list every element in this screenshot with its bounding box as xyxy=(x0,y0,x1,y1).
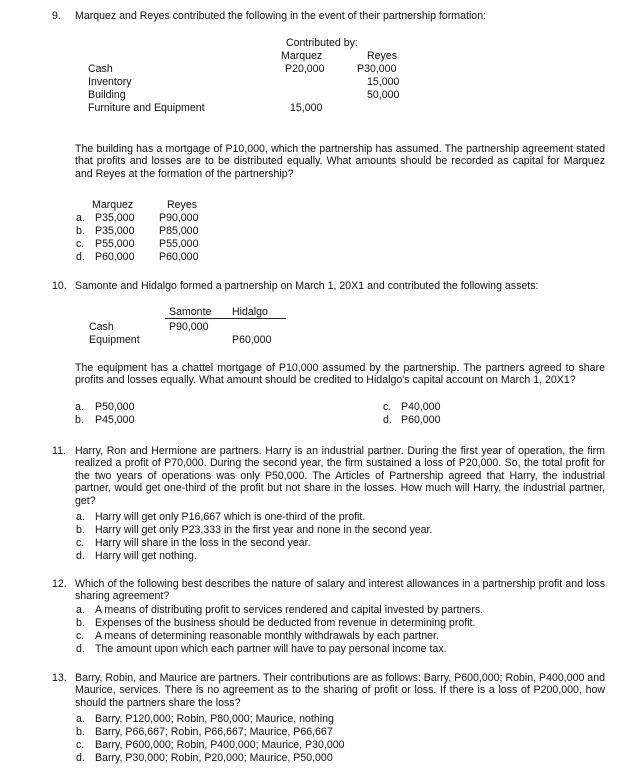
option-reyes: P90,000 xyxy=(159,212,199,224)
option-text: Harry will get only P23,333 in the first year and none in the second year. xyxy=(95,524,433,536)
row-label: Inventory xyxy=(88,76,132,88)
option-text: Harry will get only P16,667 which is one-third of the profit. xyxy=(95,511,366,523)
marquez-value: P20,000 xyxy=(285,63,325,75)
row-label: Cash xyxy=(89,321,114,333)
option-letter: b. xyxy=(76,225,85,237)
col-reyes-header: Reyes xyxy=(367,50,398,62)
option-text: Harry will get nothing. xyxy=(95,550,197,562)
option-text: Expenses of the business should be deducted from revenue in determining profit. xyxy=(95,617,476,629)
option-text: Harry will share in the loss in the second year. xyxy=(95,537,311,549)
row-label: Building xyxy=(88,89,126,101)
option-letter: d. xyxy=(76,752,85,764)
option-letter: a. xyxy=(76,713,85,725)
option-letter: d. xyxy=(76,643,85,655)
option-text: The amount upon which each partner will have to pay personal income tax. xyxy=(95,643,447,655)
question-number: 10. xyxy=(52,280,67,292)
option-text: P45,000 xyxy=(95,414,135,426)
row-label: Equipment xyxy=(89,334,140,346)
question-paragraph: Harry, Ron and Hermione are partners. Harry is an industrial partner. During the first year of operation, the firm realized a profit of P70,000. During the second year, the firm sustained a loss of P20,000. So, the total profit for the two years of operations was only P50,000. The Articles of Partnership agreed that Harry, the industrial partner, would get one-third of the profit but not share in the losses. How much will Harry, the industrial partner, get? xyxy=(75,445,605,507)
option-reyes: P55,000 xyxy=(159,238,199,250)
contributed-by-heading: Contributed by: xyxy=(286,37,358,49)
option-text: A means of determining reasonable monthly withdrawals by each partner. xyxy=(95,630,439,642)
option-letter: a. xyxy=(75,401,84,413)
option-letter: a. xyxy=(76,604,85,616)
option-text: P40,000 xyxy=(401,401,441,413)
reyes-value: P30,000 xyxy=(357,63,397,75)
option-text: P50,000 xyxy=(95,401,135,413)
option-letter: c. xyxy=(76,739,85,751)
question-stem: Samonte and Hidalgo formed a partnership on March 1, 20X1 and contributed the following assets: xyxy=(75,280,539,292)
question-stem: Marquez and Reyes contributed the following in the event of their partnership formation: xyxy=(75,10,487,22)
question-number: 9. xyxy=(52,10,61,22)
option-letter: b. xyxy=(76,726,85,738)
row-label: Cash xyxy=(88,63,113,75)
hidalgo-value: P60,000 xyxy=(232,334,272,346)
option-letter: c. xyxy=(76,238,85,250)
col-hidalgo-header: Hidalgo xyxy=(232,306,268,318)
option-letter: c. xyxy=(76,537,85,549)
option-reyes: P60,000 xyxy=(159,251,199,263)
question-paragraph: The equipment has a chattel mortgage of P10,000 assumed by the partnership. The partners agreed to share profits and losses equally. What amount should be credited to Hidalgo's capital account on March 1, 20X1? xyxy=(75,362,605,387)
reyes-value: 15,000 xyxy=(367,76,400,88)
option-text: Barry, P600,000; Robin, P400,000; Maurice, P30,000 xyxy=(95,739,345,751)
question-paragraph: Which of the following best describes the nature of salary and interest allowances in a partnership profit and loss sharing agreement? xyxy=(75,578,605,603)
col-samonte-header: Samonte xyxy=(169,306,212,318)
col-marquez-header: Marquez xyxy=(281,50,323,62)
option-letter: b. xyxy=(76,617,85,629)
question-number: 12. xyxy=(52,578,67,590)
samonte-value: P90,000 xyxy=(169,321,209,333)
question-number: 13. xyxy=(52,672,67,684)
option-letter: d. xyxy=(76,550,85,562)
option-text: Barry, P120,000; Robin, P80,000; Maurice, nothing xyxy=(95,713,334,725)
option-marquez: P60,000 xyxy=(95,251,135,263)
question-paragraph: Barry, Robin, and Maurice are partners. Their contributions are as follows: Barry, P600,000; Robin, P400,000 and Maurice, services. There is no agreement as to the sharing of profit or loss. If there is a loss of P200,000, how should the partners share the loss? xyxy=(75,672,605,709)
option-head-marquez: Marquez xyxy=(92,199,134,211)
marquez-value: 15,000 xyxy=(290,102,323,114)
option-text: Barry, P66,667; Robin, P66,667; Maurice, P66,667 xyxy=(95,726,333,738)
option-head-reyes: Reyes xyxy=(167,199,198,211)
option-letter: a. xyxy=(76,212,85,224)
option-letter: d. xyxy=(76,251,85,263)
reyes-value: 50,000 xyxy=(367,89,400,101)
question-paragraph: The building has a mortgage of P10,000, which the partnership has assumed. The partnership agreement stated that profits and losses are to be distributed equally. What amounts should be recorded as capital for Marquez and Reyes at the formation of the partnership? xyxy=(75,143,605,180)
option-marquez: P35,000 xyxy=(95,212,135,224)
option-text: Barry, P30,000; Robin, P20,000; Maurice, P50,000 xyxy=(95,752,333,764)
option-reyes: P85,000 xyxy=(159,225,199,237)
option-text: A means of distributing profit to services rendered and capital invested by partners. xyxy=(95,604,484,616)
row-label: Furniture and Equipment xyxy=(88,102,205,114)
option-marquez: P35,000 xyxy=(95,225,135,237)
option-marquez: P55,000 xyxy=(95,238,135,250)
option-letter: c. xyxy=(76,630,85,642)
option-letter: b. xyxy=(75,414,84,426)
option-letter: d. xyxy=(383,414,392,426)
option-letter: b. xyxy=(76,524,85,536)
option-letter: c. xyxy=(383,401,392,413)
option-text: P60,000 xyxy=(401,414,441,426)
option-letter: a. xyxy=(76,511,85,523)
question-number: 11. xyxy=(52,445,66,457)
